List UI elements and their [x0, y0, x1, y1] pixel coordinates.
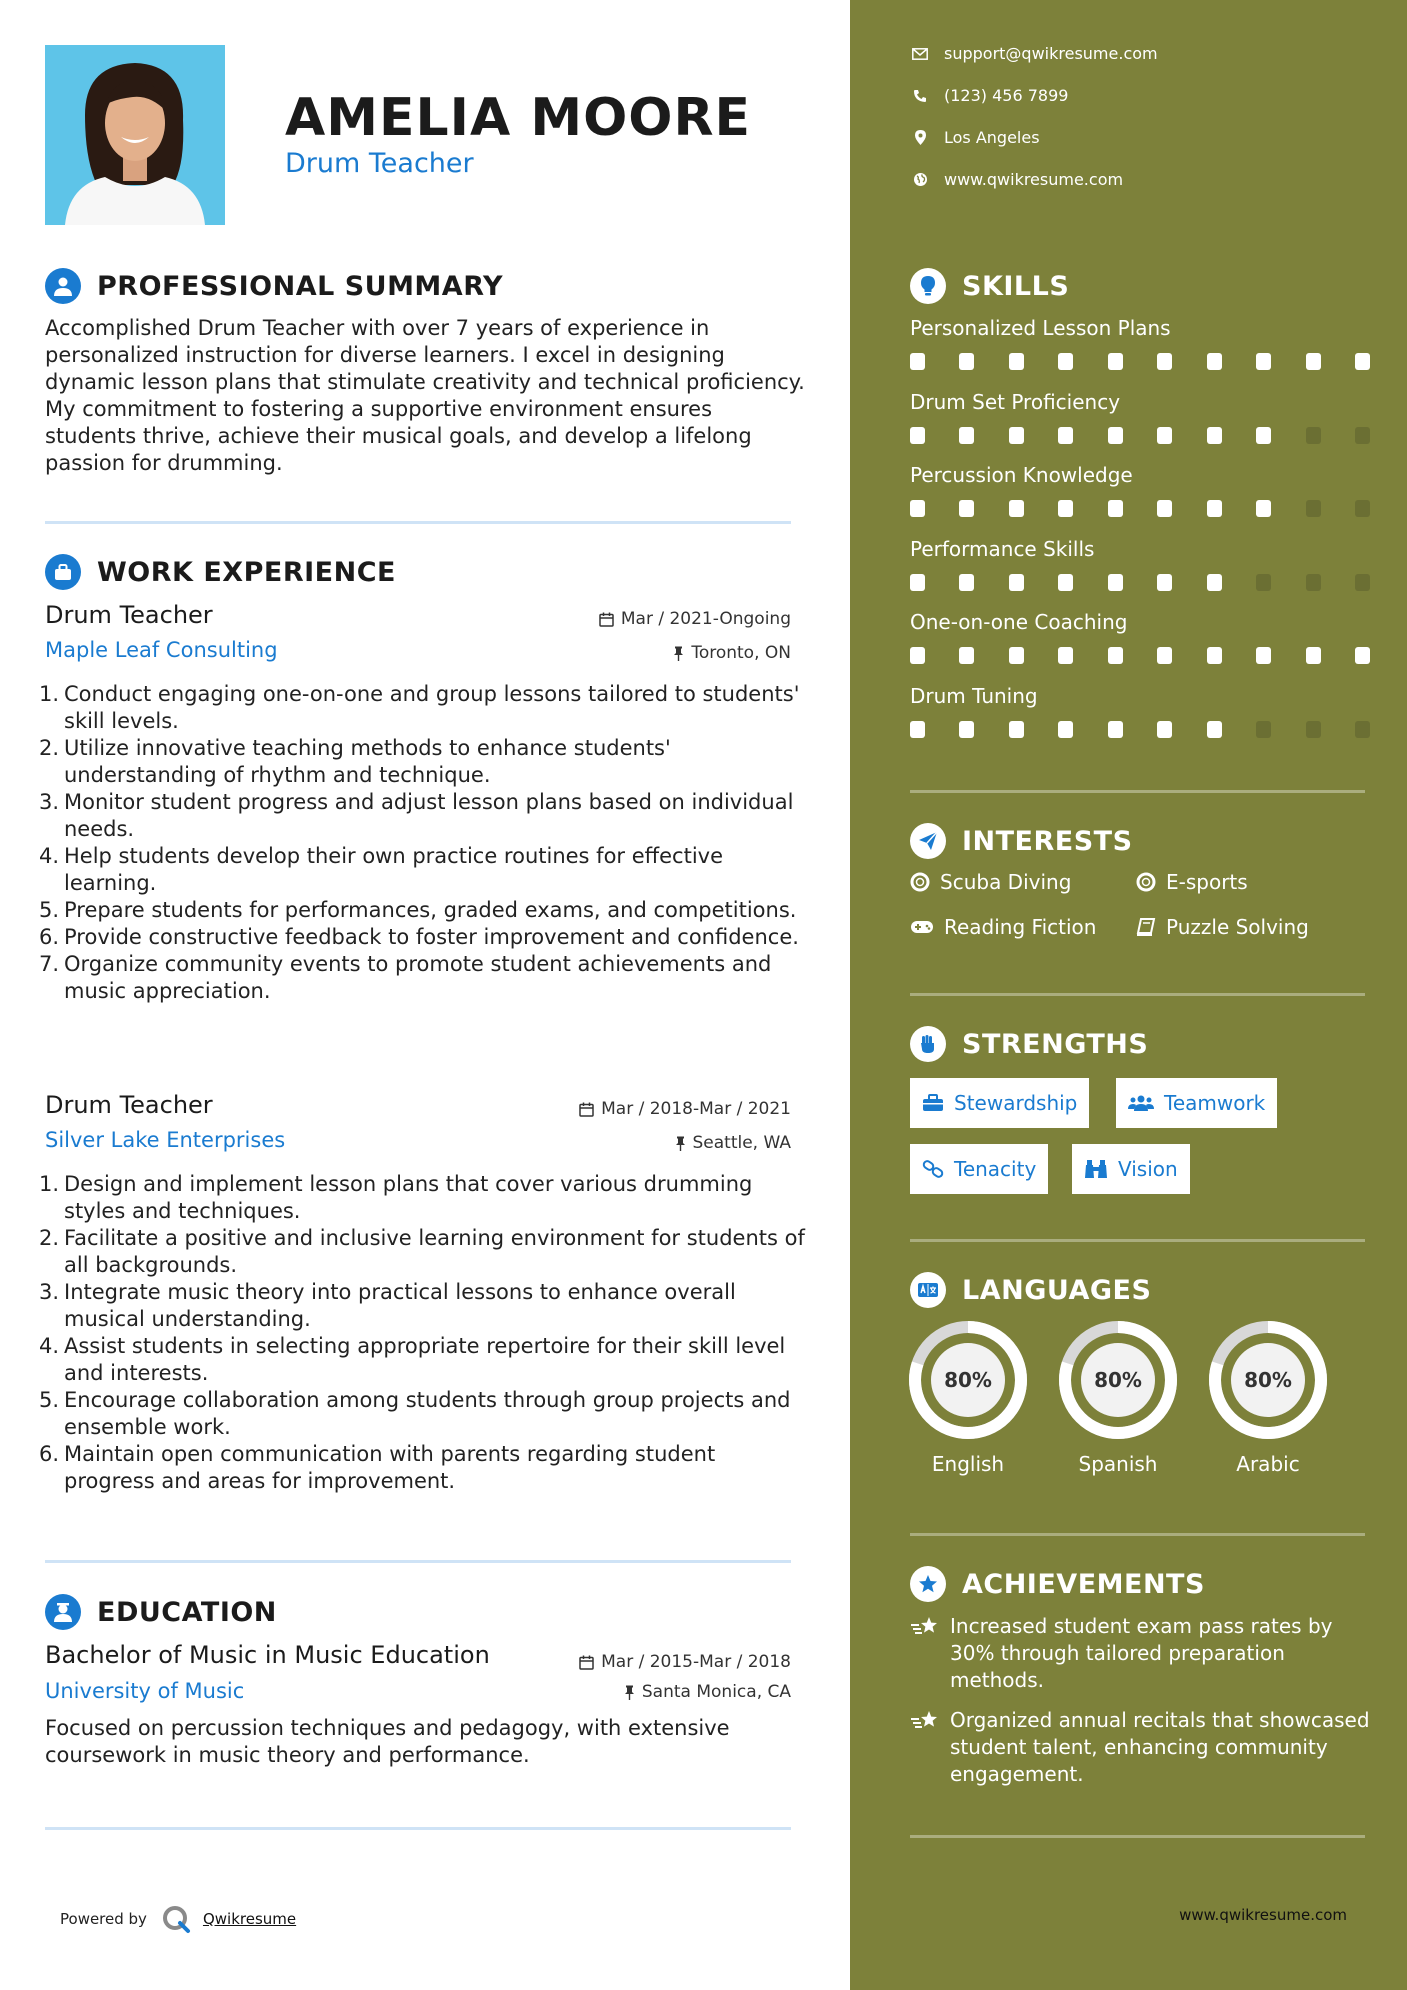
job-title: Drum Teacher — [45, 1091, 213, 1119]
degree-title: Bachelor of Music in Music Education — [45, 1641, 490, 1669]
rating-dot-filled — [910, 721, 925, 738]
job-company: Silver Lake Enterprises — [45, 1128, 286, 1152]
rating-dot-filled — [1157, 353, 1172, 370]
experience-heading: WORK EXPERIENCE — [97, 556, 396, 588]
rating-dot-filled — [959, 500, 974, 517]
language-name: English — [931, 1452, 1005, 1476]
rating-dot-filled — [1157, 721, 1172, 738]
language-percent: 80% — [1244, 1368, 1292, 1392]
languages-heading: LANGUAGES — [962, 1274, 1152, 1306]
education-dates-text: Mar / 2015-Mar / 2018 — [601, 1652, 791, 1672]
powered-by-label: Powered by — [60, 1910, 147, 1928]
rating-dot-filled — [1157, 427, 1172, 444]
rating-dot-empty — [1355, 721, 1370, 738]
rating-dot-filled — [1009, 353, 1024, 370]
rating-dot-filled — [1009, 721, 1024, 738]
language-ring — [1056, 1318, 1180, 1442]
strength-badge: Teamwork — [1116, 1078, 1277, 1128]
phone-text: (123) 456 7899 — [944, 86, 1069, 105]
job-title: Drum Teacher — [45, 601, 213, 629]
rating-dot-filled — [1108, 427, 1123, 444]
job-dates-text: Mar / 2021-Ongoing — [620, 609, 791, 629]
rating-dot-filled — [1355, 647, 1370, 664]
divider — [910, 790, 1365, 793]
rating-dot-filled — [1306, 647, 1321, 664]
skill-rating — [910, 427, 1370, 444]
summary-header — [45, 266, 503, 306]
achievement-item: Increased student exam pass rates by 30% through tailored preparation methods. — [910, 1613, 1370, 1694]
skill-rating — [910, 574, 1370, 591]
powered-by — [60, 1904, 296, 1934]
rating-dot-filled — [959, 353, 974, 370]
life-ring-icon — [1136, 872, 1156, 892]
map-marker-icon — [915, 130, 926, 145]
list-item: 5. Encourage collaboration among students through group projects and ensemble work. — [39, 1388, 791, 1439]
rating-dot-filled — [1256, 500, 1271, 517]
rating-dot-filled — [1207, 353, 1222, 370]
qwikresume-logo-icon — [161, 1904, 191, 1934]
book-icon — [1136, 917, 1156, 937]
calendar-icon — [599, 612, 614, 627]
shooting-star-icon — [910, 1615, 940, 1639]
education-dates — [579, 1652, 791, 1672]
job-location-text: Toronto, ON — [691, 643, 791, 663]
website-text[interactable]: www.qwikresume.com — [944, 170, 1124, 189]
envelope-icon — [912, 48, 928, 60]
rating-dot-filled — [1157, 647, 1172, 664]
rating-dot-filled — [1058, 353, 1073, 370]
language-name: Spanish — [1078, 1452, 1158, 1476]
education-text: Focused on percussion techniques and pedagogy, with extensive coursework in music theory and performance. — [45, 1716, 730, 1767]
rating-dot-empty — [1306, 427, 1321, 444]
list-item: 3. Integrate music theory into practical lessons to enhance overall musical understanding. — [39, 1280, 736, 1331]
strength-badge: Stewardship — [910, 1078, 1089, 1128]
language-icon — [910, 1272, 946, 1308]
strength-badge: Vision — [1072, 1144, 1190, 1194]
rating-dot-filled — [959, 574, 974, 591]
divider — [910, 993, 1365, 996]
skill-name: Drum Set Proficiency — [910, 389, 1121, 414]
rating-dot-filled — [1009, 427, 1024, 444]
strength-badge: Tenacity — [910, 1144, 1048, 1194]
rating-dot-filled — [1009, 574, 1024, 591]
list-item: 2. Facilitate a positive and inclusive learning environment for students of all backgrounds. — [39, 1226, 805, 1277]
rating-dot-empty — [1256, 721, 1271, 738]
education-heading: EDUCATION — [97, 1596, 277, 1628]
rating-dot-filled — [1108, 574, 1123, 591]
life-ring-icon — [910, 872, 930, 892]
job-company: Maple Leaf Consulting — [45, 638, 278, 662]
list-item: 6. Maintain open communication with parents regarding student progress and areas for improvement. — [39, 1442, 716, 1493]
link-icon — [922, 1159, 944, 1179]
interest-item: Scuba Diving — [910, 870, 1071, 894]
rating-dot-empty — [1355, 574, 1370, 591]
lightbulb-icon — [910, 268, 946, 304]
interest-item: Reading Fiction — [910, 915, 1096, 939]
language-ring — [906, 1318, 1030, 1442]
rating-dot-filled — [910, 574, 925, 591]
rating-dot-filled — [1355, 353, 1370, 370]
skill-name: Performance Skills — [910, 536, 1095, 561]
language-name: Arabic — [1236, 1452, 1300, 1476]
rating-dot-filled — [1256, 353, 1271, 370]
list-item: 5. Prepare students for performances, graded exams, and competitions. — [39, 898, 797, 922]
pin-icon — [624, 1685, 635, 1700]
language-percent: 80% — [944, 1368, 992, 1392]
job-duties-list — [39, 1171, 805, 1495]
rating-dot-filled — [910, 353, 925, 370]
briefcase-icon — [922, 1094, 944, 1112]
shooting-star-icon — [910, 1709, 940, 1733]
language-item — [1056, 1318, 1180, 1476]
list-item: 1. Conduct engaging one-on-one and group lessons tailored to students' skill levels. — [39, 682, 800, 733]
rating-dot-filled — [1108, 721, 1123, 738]
skill-name: Personalized Lesson Plans — [910, 316, 1171, 340]
rating-dot-filled — [1108, 500, 1123, 517]
paper-plane-icon — [910, 823, 946, 859]
rating-dot-filled — [1058, 647, 1073, 664]
skill-rating — [910, 353, 1370, 370]
pin-icon — [673, 646, 684, 661]
skill-name: One-on-one Coaching — [910, 610, 1128, 634]
education-location-text: Santa Monica, CA — [641, 1682, 791, 1702]
candidate-name: AMELIA MOORE — [285, 88, 752, 148]
users-icon — [1128, 1094, 1154, 1112]
summary-heading: PROFESSIONAL SUMMARY — [97, 270, 504, 302]
rating-dot-filled — [1058, 721, 1073, 738]
list-item: 3. Monitor student progress and adjust lesson plans based on individual needs. — [39, 790, 794, 841]
globe-icon — [913, 172, 928, 187]
rating-dot-filled — [959, 427, 974, 444]
candidate-title: Drum Teacher — [285, 148, 474, 179]
divider — [45, 1827, 791, 1830]
achievement-item: Organized annual recitals that showcased student talent, enhancing community engagement. — [910, 1707, 1370, 1788]
interest-item: Puzzle Solving — [1136, 915, 1309, 939]
divider — [910, 1533, 1365, 1536]
achievements-header — [910, 1564, 1205, 1604]
list-item: 1. Design and implement lesson plans that cover various drumming styles and techniques. — [39, 1172, 753, 1223]
experience-header — [45, 552, 396, 592]
footer-website[interactable]: www.qwikresume.com — [1179, 1906, 1347, 1924]
star-badge-icon — [910, 1566, 946, 1602]
rating-dot-filled — [1256, 427, 1271, 444]
rating-dot-filled — [959, 721, 974, 738]
rating-dot-filled — [1207, 647, 1222, 664]
education-location — [624, 1682, 791, 1702]
divider — [45, 521, 791, 524]
job-location — [673, 643, 791, 663]
binoculars-icon — [1084, 1159, 1108, 1179]
rating-dot-empty — [1306, 500, 1321, 517]
email-text[interactable]: support@qwikresume.com — [944, 44, 1158, 63]
divider — [910, 1239, 1365, 1242]
user-icon — [45, 268, 81, 304]
achievements-heading: ACHIEVEMENTS — [962, 1568, 1205, 1600]
strengths-heading: STRENGTHS — [962, 1028, 1149, 1060]
contact-website — [910, 170, 1123, 189]
rating-dot-filled — [1157, 500, 1172, 517]
job-dates — [579, 1099, 791, 1119]
pin-icon — [675, 1136, 686, 1151]
language-item — [1206, 1318, 1330, 1476]
language-percent: 80% — [1094, 1368, 1142, 1392]
strengths-header — [910, 1024, 1148, 1064]
phone-icon — [913, 89, 927, 103]
contact-phone — [910, 86, 1068, 105]
job-location-text: Seattle, WA — [692, 1133, 791, 1153]
contact-location — [910, 128, 1040, 147]
rating-dot-filled — [1108, 647, 1123, 664]
skill-rating — [910, 500, 1370, 517]
rating-dot-filled — [1108, 353, 1123, 370]
list-item: 7. Organize community events to promote student achievements and music appreciation. — [39, 952, 772, 1003]
rating-dot-filled — [959, 647, 974, 664]
rating-dot-filled — [1157, 574, 1172, 591]
rating-dot-filled — [1207, 500, 1222, 517]
list-item: 4. Help students develop their own practice routines for effective learning. — [39, 844, 723, 895]
rating-dot-filled — [1306, 353, 1321, 370]
job-dates-text: Mar / 2018-Mar / 2021 — [601, 1099, 791, 1119]
location-text: Los Angeles — [944, 128, 1040, 147]
divider — [910, 1835, 1365, 1838]
rating-dot-filled — [910, 647, 925, 664]
graduate-icon — [45, 1594, 81, 1630]
language-ring — [1206, 1318, 1330, 1442]
interest-item: E-sports — [1136, 870, 1248, 894]
sidebar — [850, 0, 1407, 1990]
rating-dot-empty — [1355, 500, 1370, 517]
rating-dot-filled — [1207, 574, 1222, 591]
divider — [45, 1560, 791, 1563]
job-duties-list — [39, 681, 805, 1005]
rating-dot-filled — [1009, 647, 1024, 664]
interests-header — [910, 821, 1133, 861]
school-name: University of Music — [45, 1679, 245, 1703]
rating-dot-filled — [1256, 647, 1271, 664]
list-item: 2. Utilize innovative teaching methods to enhance students' understanding of rhythm and technique. — [39, 736, 671, 787]
calendar-icon — [579, 1655, 594, 1670]
calendar-icon — [579, 1102, 594, 1117]
gamepad-icon — [910, 919, 934, 935]
language-item — [906, 1318, 1030, 1476]
interests-heading: INTERESTS — [962, 825, 1133, 857]
rating-dot-filled — [1058, 574, 1073, 591]
rating-dot-empty — [1256, 574, 1271, 591]
rating-dot-empty — [1306, 721, 1321, 738]
skills-header — [910, 266, 1069, 306]
list-item: 6. Provide constructive feedback to foster improvement and confidence. — [39, 925, 799, 949]
job-location — [675, 1133, 792, 1153]
skill-rating — [910, 647, 1370, 664]
skill-name: Drum Tuning — [910, 683, 1038, 708]
rating-dot-filled — [1058, 427, 1073, 444]
job-dates — [599, 609, 791, 629]
rating-dot-filled — [910, 500, 925, 517]
qwikresume-link[interactable]: Qwikresume — [202, 1910, 297, 1928]
fist-icon — [910, 1026, 946, 1062]
rating-dot-empty — [1355, 427, 1370, 444]
rating-dot-filled — [910, 427, 925, 444]
skill-name: Percussion Knowledge — [910, 463, 1133, 487]
education-header — [45, 1592, 277, 1632]
languages-header — [910, 1270, 1151, 1310]
skills-heading: SKILLS — [962, 270, 1070, 302]
briefcase-icon — [45, 554, 81, 590]
rating-dot-filled — [1207, 721, 1222, 738]
rating-dot-filled — [1058, 500, 1073, 517]
contact-email — [910, 44, 1158, 63]
profile-photo — [45, 45, 225, 225]
rating-dot-empty — [1306, 574, 1321, 591]
skill-rating — [910, 721, 1370, 738]
summary-text: Accomplished Drum Teacher with over 7 years of experience in personalized instruction for diverse learners. I excel in designing dynamic lesson plans that stimulate creativity and technical proficiency. My commitment to fostering a supportive environment ensures students thrive, achieve their musical goals, and develop a lifelong passion for drumming. — [45, 316, 805, 475]
rating-dot-filled — [1207, 427, 1222, 444]
list-item: 4. Assist students in selecting appropriate repertoire for their skill level and interests. — [39, 1334, 786, 1385]
rating-dot-filled — [1009, 500, 1024, 517]
